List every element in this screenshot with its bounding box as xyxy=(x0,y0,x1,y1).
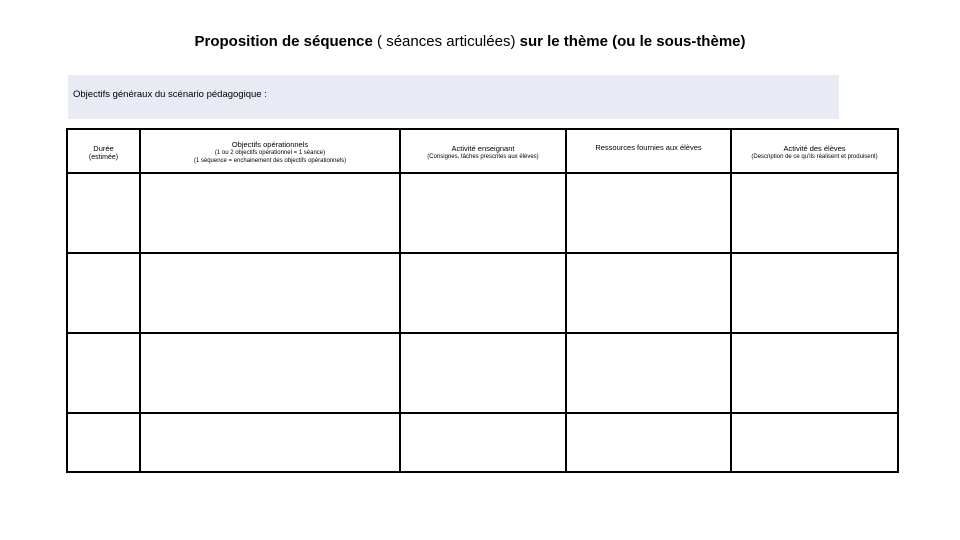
table-cell[interactable] xyxy=(67,173,140,253)
table-header-row xyxy=(67,129,898,173)
header-objectifs-sub: (1 ou 2 objectifs opérationnel = 1 séance) xyxy=(214,150,326,156)
table-cell[interactable] xyxy=(731,333,898,413)
table-row xyxy=(67,253,898,333)
header-activite-eleves-sub: (Description de ce qu'ils réalisent et produisent) xyxy=(751,154,878,160)
header-duree-label: Durée xyxy=(93,144,114,153)
header-objectifs-label: Objectifs opérationnels xyxy=(231,140,309,149)
table-row xyxy=(67,413,898,472)
header-objectifs xyxy=(140,129,400,173)
title-part-1: Proposition de séquence xyxy=(194,33,373,50)
table-row xyxy=(67,173,898,253)
table-cell[interactable] xyxy=(566,333,731,413)
general-objectives-box[interactable] xyxy=(68,75,839,119)
table-cell[interactable] xyxy=(67,413,140,472)
table-cell[interactable] xyxy=(566,253,731,333)
table-cell[interactable] xyxy=(67,333,140,413)
page-title xyxy=(0,33,940,50)
header-duree xyxy=(67,129,140,173)
table-cell[interactable] xyxy=(140,413,400,472)
sequence-table xyxy=(66,128,899,473)
header-ressources-label: Ressources fournies aux élèves xyxy=(595,143,702,152)
title-part-2: ( séances articulées) xyxy=(372,33,520,50)
header-activite-eleves-label: Activité des élèves xyxy=(783,144,846,153)
table-cell[interactable] xyxy=(400,253,566,333)
title-part-3: sur le thème (ou le sous-thème) xyxy=(519,33,746,50)
table-cell[interactable] xyxy=(67,253,140,333)
table-cell[interactable] xyxy=(731,413,898,472)
header-ressources xyxy=(566,129,731,173)
header-activite-eleves xyxy=(731,129,898,173)
header-duree-sub: (estimée) xyxy=(88,154,119,161)
table-cell[interactable] xyxy=(400,333,566,413)
table-cell[interactable] xyxy=(400,413,566,472)
header-objectifs-sub-2: (1 séquence = enchainement des objectifs opérationnels) xyxy=(193,158,347,164)
table-cell[interactable] xyxy=(140,173,400,253)
table-cell[interactable] xyxy=(566,173,731,253)
header-activite-enseignant-label: Activité enseignant xyxy=(451,144,515,153)
table-cell[interactable] xyxy=(140,253,400,333)
table-cell[interactable] xyxy=(400,173,566,253)
table-cell[interactable] xyxy=(731,253,898,333)
header-activite-enseignant xyxy=(400,129,566,173)
table-row xyxy=(67,333,898,413)
table-cell[interactable] xyxy=(140,333,400,413)
general-objectives-label: Objectifs généraux du scénario pédagogique : xyxy=(73,89,267,100)
table-cell[interactable] xyxy=(731,173,898,253)
header-activite-enseignant-sub: (Consignes, tâches prescrites aux élèves) xyxy=(427,154,539,160)
table-cell[interactable] xyxy=(566,413,731,472)
